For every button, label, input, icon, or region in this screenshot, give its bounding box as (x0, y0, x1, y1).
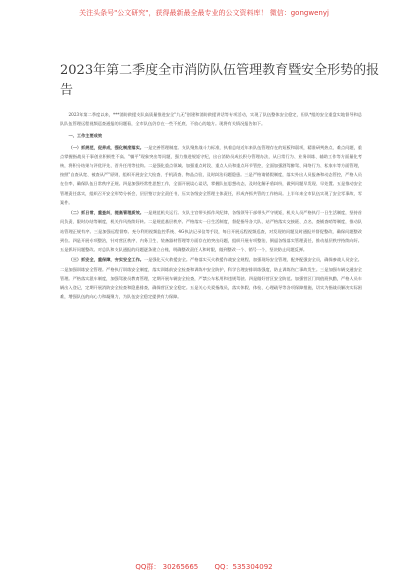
paragraph-1-lead: （一）抓规范，促养成，强化制度落实。 (68, 144, 144, 150)
section-heading: 一、工作主要成效 (68, 133, 103, 139)
intro-paragraph: 2023年第二季度以来，***消防救援支队高质量推进安全"九无"创建和消防救援讲话等专项活动，实现了队伍整体安全稳定，但队*组的安全重盘实地督导和总队队伍管理远程视频巡查通报的问题看，全市队伍仍存在一些不托底、不放心的地方。现将有关情况报告如下。 (60, 112, 362, 127)
document-title: 2023年第二季度全市消防队伍管理教育暨安全形势的报告 (60, 63, 380, 98)
paragraph-2-lead: （二）抓日常，重查纠，提高管理质效。 (68, 210, 144, 216)
paragraph-1 (60, 143, 362, 207)
qq-number: QQ：535304092 (214, 563, 273, 571)
paragraph-2-body: 一是规范机关运行。支队主官带头抓作风纪律，各级领导干部带头严守规矩，机关人员严格执行一日生活制度，坚持首问负责、限时办结等制度，机关作风持续好转。二是规范基层秩序。严格落实一日生活制度，督促指导各大队、站严格落实交接班、点名、查铺查哨等制度，推动队站管理正规有序。三是加强远程督察。充分利用视频监控系统、4G执法记录仪等手段，每日开展远程视频巡查，对发现的问题及时通报并督促整改，确保问题整改到位。四是开展专项整治，针对营区秩序、内务卫生、装备器材管理等方面存在的突出问题，组织开展专项整治，倒逼各级落实管理责任，推动基层秩序持续向好。五是抓好问题整改。对总队和支队通报的问题逐条建立台账，明确整改责任人和时限，做到整改一个、销号一个，坚决防止问题反弹。 (60, 210, 362, 253)
paragraph-3-lead: （三）抓安全，重保障，夯实安全工作。 (68, 257, 144, 263)
paragraph-3 (60, 255, 362, 301)
promo-banner: 关注头条号"公文研究"，获得最新最全最专业的公文资料库！ 微信：gongwenyj (79, 9, 329, 17)
qq-group: QQ群： 30265665 (135, 563, 199, 571)
paragraph-1-body: 一是完善管理制度。支队聚焦战斗力标准，执着总结近年来队伍管理存在的短板和弱项，精准研判热点、难点问题，重点掌握指战员干事创业积极性不高、"躺平"现象突出等问题，强力推进规矩守纪，出台消防员成长积分管理办法，从日常行为、业务训练、辅助工作等方面量化考核，将积分结果与评优评先、晋升任用等挂钩。二是强化重点领域。加强重点时段、重点人员和重点环节管控，全面加强酒驾醉驾、网络行为、私家车等方面管理，按照"自查从宽、被查从严"原则，组织开展安全大检查、手机清查、物品点验，及时纠治问题隐患。三是严格请销假制度，落实外出人员报备和动态管控，严格人员在位率，确保队伍日常秩序正规。四是加强经常性思想工作，全面开展谈心谈话，掌握队伍思想动态，及时化解矛盾纠纷，做到问题早发现、早处置。五是推动安全管理责任落实，组织召开安全形势分析会，层层签订安全责任书，压实各级安全管理主体责任，形成齐抓共管的工作格局。上半年来全市队伍实现了安全零事故、零案件。 (60, 144, 362, 205)
paragraph-2 (60, 208, 362, 254)
document-body (60, 110, 362, 303)
paragraph-3-body: 一是强化灭火救援安全。严格落实灭火救援作战安全规程，加强现场安全管理，配齐配强安全员，确保参战人员安全。二是加强训练安全管理。严格执行训练安全制度，落实训练前安全检查和训练中安全防护，科学合理安排训练强度，防止训练伤亡事故发生。三是加强车辆交通安全管理。严格落实派车制度，加强驾驶员教育管理，定期开展车辆安全检查，严禁公车私用和违规驾驶。四是做好营区安全防范。加强营区门岗值班执勤，严格人员车辆出入登记，定期开展消防安全检查和隐患排查，确保营区安全稳定。五是关心关爱指战员，落实休假、体检、心理疏导等各项保障措施，切实为指战员解决实际困难，增强队伍的向心力和凝聚力，为队伍安全稳定提供有力保障。 (60, 257, 362, 300)
contact-footer (0, 562, 408, 572)
